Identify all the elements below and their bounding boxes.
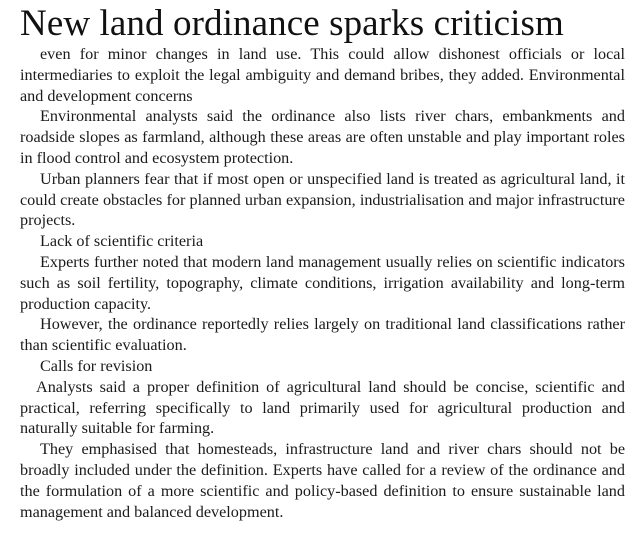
body-paragraph: Analysts said a proper definition of agricultural land should be concise, scientific and practical, referring specifically to land primarily used for agricultural production and naturally suitable for farming. xyxy=(20,377,625,438)
article-body xyxy=(20,44,625,522)
article-headline: New land ordinance sparks criticism xyxy=(20,3,564,44)
body-paragraph: They emphasised that homesteads, infrastructure land and river chars should not be broadly included under the definition. Experts have called for a review of the ordinance and the formulation of a more scientific and policy-based definition to ensure sustainable land management and balanced development. xyxy=(20,440,625,521)
body-paragraph: However, the ordinance reportedly relies largely on traditional land classifications rather than scientific evaluation. xyxy=(20,315,625,355)
section-subhead: Calls for revision xyxy=(40,356,153,375)
body-paragraph: Experts further noted that modern land management usually relies on scientific indicators such as soil fertility, topography, climate conditions, irrigation availability and long-term production capacity. xyxy=(20,252,625,313)
body-paragraph: Urban planners fear that if most open or unspecified land is treated as agricultural land, it could create obstacles for planned urban expansion, industrialisation and major infrastructure projects. xyxy=(20,169,625,230)
body-paragraph: even for minor changes in land use. This could allow dishonest officials or local intermediaries to exploit the legal ambiguity and demand bribes, they added. Environmental and development concerns xyxy=(20,45,625,105)
section-subhead: Lack of scientific criteria xyxy=(40,232,204,251)
body-paragraph: Environmental analysts said the ordinance also lists river chars, embankments and roadside slopes as farmland, although these areas are often unstable and play important roles in flood control and ecosystem protection. xyxy=(20,107,625,167)
